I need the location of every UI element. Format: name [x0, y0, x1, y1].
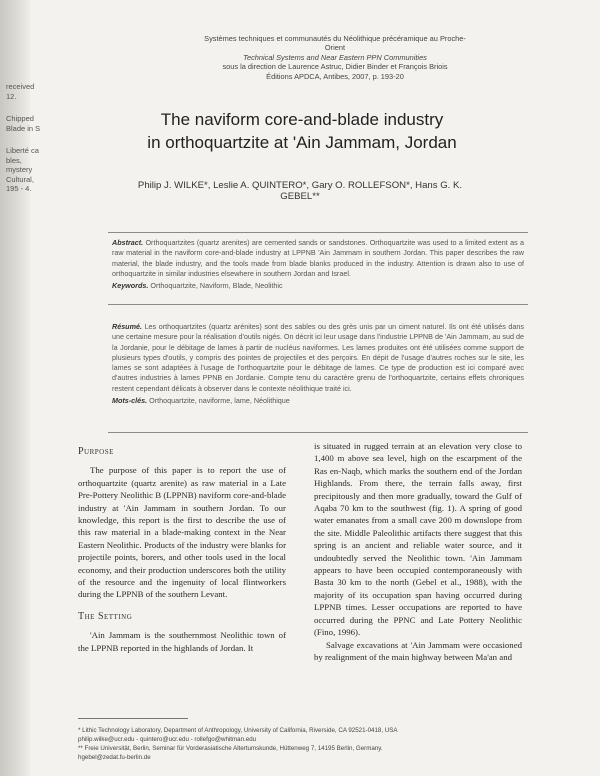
resume-label: Résumé. [112, 322, 142, 331]
paper-title [132, 108, 472, 154]
paragraph: 'Ain Jammam is the southernmost Neolithic town of the LPPNB reported in the highlands of Jordan. It [78, 630, 286, 653]
paragraph: is situated in rugged terrain at an elevation very close to 1,400 m above sea level, high on the escarpment of the Ras en-Naqb, which marks the southern end of the Jordan Highlands. From there, the terrain falls away, first precipitously and then more gradually, toward the Gulf of Aqaba 70 km to the southwest (fig. 1). A spring of good water emanates from a small cave 200 m downslope from the site. Middle Paleolithic artifacts there suggest that this spring is an ancient and reliable water source, and it undoubtedly served the Neolithic town. 'Ain Jammam appears to have been occupied contemporaneously with Basta 30 km to the north (Gebel et al., 1988), with the majority of its occupation span having occurred during LPPNB times. Lesser occupations are reported to have occurred during the PPNC and Late Pottery Neolithic (Fino, 1996). [314, 441, 522, 638]
section-heading-setting: The Setting [78, 610, 133, 622]
header-line: sous la direction de Laurence Astruc, Didier Binder et François Briois [222, 62, 448, 72]
section-heading-purpose: Purpose [78, 446, 114, 457]
mots-cles-text: Orthoquartzite, naviforme, lame, Néolithique [149, 396, 290, 406]
footnote-email: hgebel@zedat.fu-berlin.de [78, 754, 151, 761]
resume [112, 322, 524, 406]
header-line: Éditions APDCA, Antibes, 2007, p. 193-20 [266, 71, 404, 81]
keywords [112, 281, 524, 291]
mots-cles [112, 396, 524, 406]
keywords-text: Orthoquartzite, Naviform, Blade, Neolithic [150, 281, 283, 291]
divider [108, 232, 528, 233]
margin-notes [6, 82, 44, 207]
keywords-label: Keywords. [112, 281, 149, 291]
paragraph: Salvage excavations at 'Ain Jammam were occasioned by realignment of the main highway between Ma'an and [314, 639, 522, 662]
footnotes [78, 726, 518, 762]
mots-cles-label: Mots-clés. [112, 396, 148, 406]
footnote: ** Freie Universität, Berlin, Seminar für Vorderasiatische Altertumskunde, Hüttenweg 7, 14195 Berlin, Germany. [78, 745, 383, 752]
divider [108, 432, 528, 433]
publication-header [200, 34, 470, 81]
margin-note: Liberté ca bles, mystery Cultural, 195 - 4. [6, 146, 39, 193]
margin-note: Chipped Blade in S [6, 114, 41, 133]
left-column [78, 446, 286, 654]
abstract-label: Abstract. [112, 238, 144, 247]
footnote-divider [78, 718, 188, 719]
resume-text: Les orthoquartzites (quartz arénites) sont des sables ou des grès unis par un ciment naturel. Ils ont été utilisés dans une certaine mesure pour la réalisation d'outils nigés. On décrit ici leur usage dans l'industrie LPPNB de 'Ain Jammam, au sud de la Jordanie, pour le débitage de lames à partir de nucléus naviformes. Les lames produites ont été utilisées comme support de plusieurs types d'outils, y compris des pointes de projectiles et des perçoirs. En dépit de l'usage d'autres roches sur le site, les lames se sont adaptées à l'usage de l'orthoquartzite pour le débitage de lames. Ce type de production est ici comparé avec d'autres industries à lames PPNB en Jordanie. Compte tenu du caractère grenu de l'orthoquartzite, certains effets chroniques restent cependant délicats à observer dans le contexte néolithique traité ici. [112, 322, 525, 393]
author-list: Philip J. WILKE*, Leslie A. QUINTERO*, Gary O. ROLLEFSON*, Hans G. K. GEBEL** [137, 180, 463, 202]
abstract-text: Orthoquartzites (quartz arenites) are cemented sands or sandstones. Orthoquartzite was used to a limited extent as a raw material in the naviform core-and-blade industry at LPPNB 'Ain Jammam in southern Jordan. This paper describes the raw material, the blade industry, and the tools made from blade blanks produced in the industry. Attention is drawn also to use of orthoquartzite in similar industries elsewhere in southern Jordan and Israel. [112, 238, 524, 278]
title-line: The naviform core-and-blade industry [160, 110, 444, 129]
margin-note: received 12. [6, 82, 35, 101]
divider [108, 304, 528, 305]
header-line: Technical Systems and Near Eastern PPN Communities [243, 52, 427, 62]
abstract [112, 238, 524, 291]
header-line: Systèmes techniques et communautés du Néolithique précéramique au Proche-Orient [204, 34, 466, 53]
footnote: * Lithic Technology Laboratory, Department of Anthropology, University of California, Riverside, CA 92521-0418, USA [78, 727, 398, 734]
paragraph: The purpose of this paper is to report the use of orthoquartzite (quartz arenite) as raw material in a Late Pre-Pottery Neolithic B (LPPNB) naviform core-and-blade industry at 'Ain Jammam in southern Jordan. To our knowledge, this report is the first to describe the use of this raw material in a blade-making context in the Near Eastern Neolithic. Products of the industry were blanks for projectile points, borers, and other tools used in the local economy, and their production underscores both the utility of the resource and the ingenuity of local flintworkers during the LPPNB of the southern Levant. [78, 465, 286, 600]
title-line: in orthoquartzite at 'Ain Jammam, Jordan [147, 133, 457, 152]
footnote-email: philip.wilke@ucr.edu - quintero@ucr.edu - rollefgo@whitman.edu [78, 736, 257, 743]
right-column [314, 440, 522, 663]
